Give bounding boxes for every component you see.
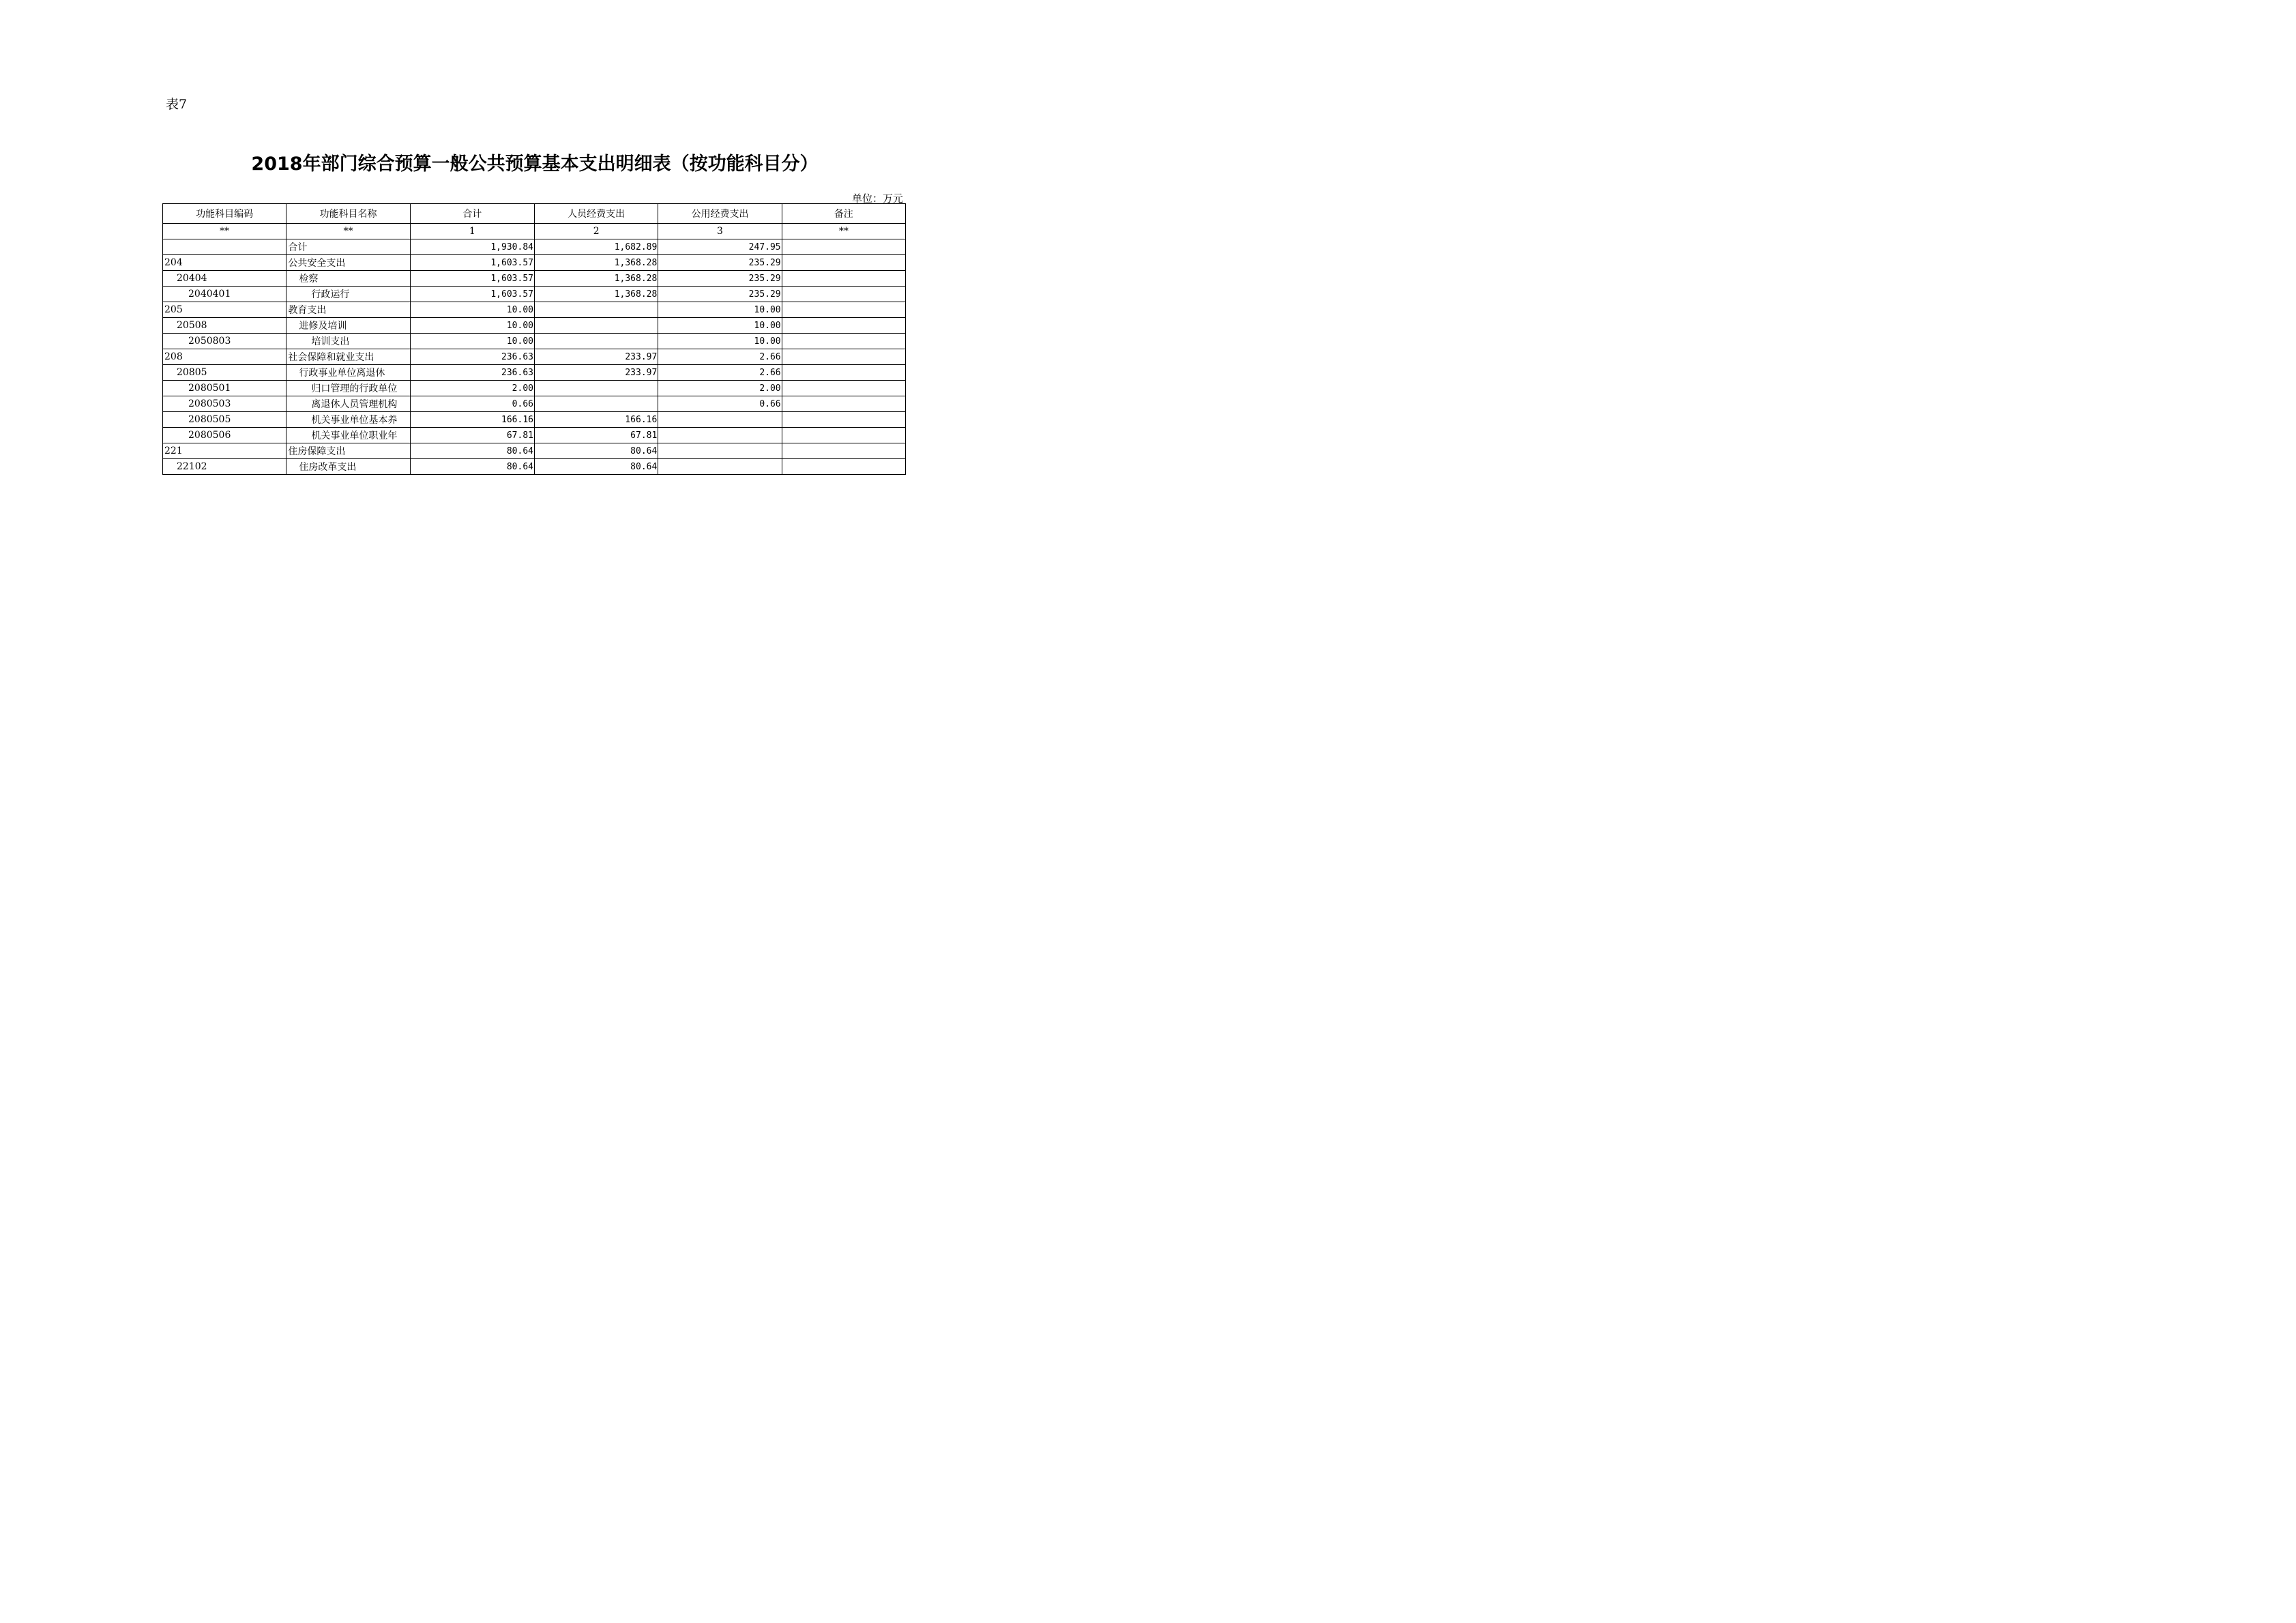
cell-note (782, 381, 905, 396)
index-row (163, 224, 906, 239)
cell-function-name: 教育支出 (286, 302, 410, 318)
page-title: 2018年部门综合预算一般公共预算基本支出明细表（按功能科目分） (251, 153, 819, 175)
cell-note (782, 365, 905, 381)
cell-public: 10.00 (658, 334, 782, 349)
table-body (163, 239, 906, 475)
cell-note (782, 271, 905, 287)
cell-note (782, 459, 905, 475)
cell-total: 80.64 (410, 443, 534, 459)
table-row (163, 381, 906, 396)
cell-function-code: 2080501 (163, 381, 286, 396)
cell-function-code: 22102 (163, 459, 286, 475)
cell-note (782, 318, 905, 334)
cell-note (782, 412, 905, 428)
table-row (163, 318, 906, 334)
cell-function-code: 20404 (163, 271, 286, 287)
cell-public: 235.29 (658, 271, 782, 287)
cell-function-name: 进修及培训 (286, 318, 410, 334)
table-row (163, 365, 906, 381)
header-row (163, 204, 906, 224)
cell-personnel: 1,682.89 (534, 239, 658, 255)
header-public: 公用经费支出 (658, 204, 782, 224)
cell-personnel: 80.64 (534, 443, 658, 459)
index-cell: 1 (410, 224, 534, 239)
table-row (163, 255, 906, 271)
table-row (163, 302, 906, 318)
cell-total: 67.81 (410, 428, 534, 443)
cell-function-code: 20805 (163, 365, 286, 381)
cell-function-name: 机关事业单位基本养 (286, 412, 410, 428)
cell-public: 2.66 (658, 365, 782, 381)
cell-total: 166.16 (410, 412, 534, 428)
table-number: 表7 (166, 97, 188, 112)
index-cell: 3 (658, 224, 782, 239)
cell-function-name: 合计 (286, 239, 410, 255)
cell-total: 1,603.57 (410, 271, 534, 287)
cell-total: 1,603.57 (410, 287, 534, 302)
cell-public: 235.29 (658, 287, 782, 302)
cell-note (782, 334, 905, 349)
cell-function-name: 公共安全支出 (286, 255, 410, 271)
cell-function-code: 20508 (163, 318, 286, 334)
cell-personnel (534, 381, 658, 396)
cell-personnel (534, 318, 658, 334)
table-row (163, 396, 906, 412)
cell-function-name: 归口管理的行政单位 (286, 381, 410, 396)
cell-function-name: 社会保障和就业支出 (286, 349, 410, 365)
cell-function-name: 住房保障支出 (286, 443, 410, 459)
unit-label: 单位：万元 (851, 192, 903, 205)
cell-function-name: 住房改革支出 (286, 459, 410, 475)
cell-personnel: 233.97 (534, 365, 658, 381)
cell-function-code: 2080505 (163, 412, 286, 428)
cell-total: 236.63 (410, 349, 534, 365)
table-row (163, 443, 906, 459)
cell-total: 0.66 (410, 396, 534, 412)
cell-function-name: 机关事业单位职业年 (286, 428, 410, 443)
cell-personnel: 1,368.28 (534, 255, 658, 271)
cell-function-code: 2050803 (163, 334, 286, 349)
cell-note (782, 239, 905, 255)
header-function-code: 功能科目编码 (163, 204, 286, 224)
cell-personnel: 1,368.28 (534, 271, 658, 287)
cell-personnel (534, 396, 658, 412)
cell-note (782, 349, 905, 365)
cell-function-name: 行政事业单位离退休 (286, 365, 410, 381)
header-note: 备注 (782, 204, 905, 224)
table-row (163, 334, 906, 349)
cell-function-name: 检察 (286, 271, 410, 287)
cell-note (782, 428, 905, 443)
cell-public: 0.66 (658, 396, 782, 412)
cell-note (782, 287, 905, 302)
header-function-name: 功能科目名称 (286, 204, 410, 224)
cell-public: 2.00 (658, 381, 782, 396)
cell-personnel (534, 334, 658, 349)
table-row (163, 349, 906, 365)
index-cell: ** (782, 224, 905, 239)
cell-public: 235.29 (658, 255, 782, 271)
cell-total: 1,930.84 (410, 239, 534, 255)
cell-personnel: 67.81 (534, 428, 658, 443)
header-personnel: 人员经费支出 (534, 204, 658, 224)
cell-total: 1,603.57 (410, 255, 534, 271)
cell-note (782, 396, 905, 412)
cell-personnel: 1,368.28 (534, 287, 658, 302)
table-row (163, 239, 906, 255)
cell-function-code (163, 239, 286, 255)
cell-personnel (534, 302, 658, 318)
cell-personnel: 80.64 (534, 459, 658, 475)
cell-public (658, 428, 782, 443)
cell-function-name: 培训支出 (286, 334, 410, 349)
cell-total: 10.00 (410, 334, 534, 349)
cell-function-code: 204 (163, 255, 286, 271)
cell-personnel: 233.97 (534, 349, 658, 365)
cell-total: 10.00 (410, 302, 534, 318)
cell-function-name: 离退休人员管理机构 (286, 396, 410, 412)
cell-function-code: 205 (163, 302, 286, 318)
cell-function-code: 2080503 (163, 396, 286, 412)
cell-public (658, 459, 782, 475)
table-row (163, 412, 906, 428)
cell-total: 2.00 (410, 381, 534, 396)
cell-note (782, 443, 905, 459)
cell-note (782, 302, 905, 318)
cell-public (658, 443, 782, 459)
table-row (163, 428, 906, 443)
cell-public (658, 412, 782, 428)
cell-function-name: 行政运行 (286, 287, 410, 302)
cell-function-code: 208 (163, 349, 286, 365)
cell-function-code: 221 (163, 443, 286, 459)
cell-public: 2.66 (658, 349, 782, 365)
cell-public: 10.00 (658, 318, 782, 334)
table-row (163, 271, 906, 287)
cell-note (782, 255, 905, 271)
index-cell: 2 (534, 224, 658, 239)
cell-total: 236.63 (410, 365, 534, 381)
cell-public: 10.00 (658, 302, 782, 318)
cell-public: 247.95 (658, 239, 782, 255)
budget-table (162, 203, 906, 475)
cell-personnel: 166.16 (534, 412, 658, 428)
cell-function-code: 2080506 (163, 428, 286, 443)
cell-total: 10.00 (410, 318, 534, 334)
header-total: 合计 (410, 204, 534, 224)
cell-total: 80.64 (410, 459, 534, 475)
table-row (163, 287, 906, 302)
cell-function-code: 2040401 (163, 287, 286, 302)
table-row (163, 459, 906, 475)
index-cell: ** (286, 224, 410, 239)
index-cell: ** (163, 224, 286, 239)
